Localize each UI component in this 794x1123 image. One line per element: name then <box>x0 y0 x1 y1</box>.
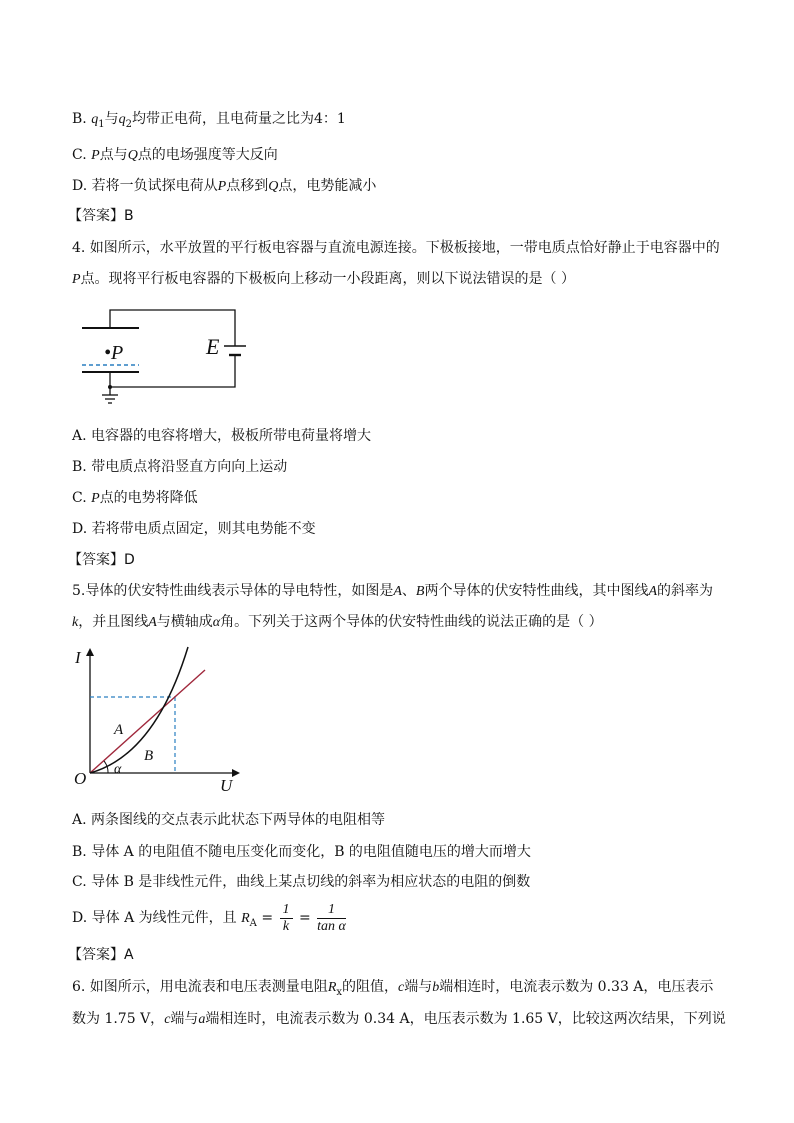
stem-text: 、 <box>401 583 416 599</box>
slope-k: k <box>72 615 79 630</box>
line-a-label: A <box>114 722 124 738</box>
option-prefix: D. <box>72 178 88 194</box>
q5-stem-line2 <box>72 613 603 632</box>
q3-option-b <box>72 110 346 134</box>
q1-subscript: 1 <box>98 118 105 130</box>
x-axis-label: U <box>220 776 233 795</box>
angle-alpha: α <box>212 615 221 630</box>
option-text: 点的电势将降低 <box>99 490 198 506</box>
stem-text: 角。下列关于这两个导体的伏安特性曲线的说法正确的是（ ） <box>220 614 603 630</box>
stem-text: 端与 <box>404 979 433 995</box>
equals-sign: = <box>298 910 311 926</box>
conductor-a: A <box>393 584 402 599</box>
terminal-c: c <box>164 1012 171 1027</box>
numerator: 1 <box>280 902 293 919</box>
option-text: 均带正电荷，且电荷量之比为4：1 <box>131 111 346 127</box>
q3-answer: 【答案】B <box>68 208 134 224</box>
angle-label: α <box>114 762 122 777</box>
option-prefix: C. <box>72 147 87 163</box>
stem-text: 点。现将平行板电容器的下极板向上移动一小段距离，则以下说法错误的是（ ） <box>80 271 576 287</box>
point-p: P <box>217 179 227 194</box>
stem-text: ，并且图线 <box>78 614 149 630</box>
resistance-symbol: R <box>327 980 337 995</box>
x-axis-arrow <box>232 769 240 777</box>
q4-stem-line1: 4. 如图所示，水平放置的平行板电容器与直流电源连接。下极板接地，一带电质点恰好静止于电容器中的 <box>72 240 720 256</box>
option-text: 若将一负试探电荷从 <box>91 178 218 194</box>
battery-e-label: E <box>206 334 220 359</box>
option-text: D. 导体 A 为线性元件，且 <box>72 910 237 926</box>
resistance-subscript: A <box>249 917 257 929</box>
fraction-one-over-k <box>280 902 293 935</box>
stem-text: 端相连时，电流表示数为 0.33 A，电压表示 <box>439 979 714 995</box>
fraction-one-over-tan <box>317 902 346 935</box>
y-axis-label: I <box>75 648 81 667</box>
option-text: 点移到 <box>226 178 269 194</box>
point-q: Q <box>127 148 138 163</box>
denominator: k <box>282 918 290 934</box>
capacitor-circuit-figure <box>76 302 246 412</box>
numerator: 1 <box>317 902 346 919</box>
option-text: 点，电势能减小 <box>278 178 377 194</box>
q5-answer: 【答案】A <box>68 947 134 963</box>
q5-option-c: C. 导体 B 是非线性元件，曲线上某点切线的斜率为相应状态的电阻的倒数 <box>72 874 531 890</box>
conductor-a: A <box>148 615 157 630</box>
q5-stem-line1 <box>72 582 713 601</box>
q4-option-d: D. 若将带电质点固定，则其电势能不变 <box>72 521 316 537</box>
terminal-a: a <box>198 1012 206 1027</box>
connector-text: 与 <box>104 111 119 127</box>
terminal-c: c <box>398 980 405 995</box>
q2-symbol: q <box>118 112 126 127</box>
stem-text: 6. 如图所示，用电流表和电压表测量电阻 <box>72 979 328 995</box>
iv-curve-figure <box>70 645 250 795</box>
option-text: 点与 <box>99 147 128 163</box>
q2-subscript: 2 <box>125 118 132 130</box>
stem-text: 5.导体的伏安特性曲线表示导体的导电特性，如图是 <box>72 583 394 599</box>
point-p: P <box>91 491 100 506</box>
conductor-b: B <box>415 584 425 599</box>
origin-label: O <box>74 769 87 788</box>
q1-symbol: q <box>91 112 99 127</box>
point-p: P <box>72 272 81 287</box>
q6-stem-line1 <box>72 978 713 1002</box>
resistance-subscript: x <box>336 986 343 998</box>
q4-option-b: B. 带电质点将沿竖直方向向上运动 <box>72 459 288 475</box>
terminal-b: b <box>432 980 440 995</box>
q4-answer: 【答案】D <box>68 552 135 568</box>
option-prefix: B. <box>72 111 87 127</box>
stem-text: 两个导体的伏安特性曲线，其中图线 <box>424 583 649 599</box>
stem-text: 数为 1.75 V， <box>72 1011 165 1027</box>
q4-option-a: A. 电容器的电容将增大，极板所带电荷量将增大 <box>72 428 372 444</box>
q5-option-b: B. 导体 A 的电阻值不随电压变化而变化，B 的电阻值随电压的增大而增大 <box>72 844 531 860</box>
q3-option-d <box>72 177 376 196</box>
q4-stem-line2 <box>72 270 575 289</box>
stem-text: 的阻值， <box>342 979 399 995</box>
curve-b <box>90 647 188 773</box>
option-prefix: C. <box>72 490 87 506</box>
q5-option-a: A. 两条图线的交点表示此状态下两导体的电阻相等 <box>72 812 386 828</box>
point-p: P <box>91 148 100 163</box>
point-q: Q <box>268 179 279 194</box>
stem-text: 端相连时，电流表示数为 0.34 A，电压表示数为 1.65 V，比较这两次结果，下列说 <box>205 1011 726 1027</box>
option-text: 点的电场强度等大反向 <box>137 147 278 163</box>
stem-text: 的斜率为 <box>657 583 714 599</box>
q5-option-d <box>72 900 348 942</box>
q3-option-c <box>72 146 278 165</box>
stem-text: 端与 <box>170 1011 199 1027</box>
conductor-a: A <box>648 584 658 599</box>
q4-option-c <box>72 489 198 508</box>
curve-b-label: B <box>144 748 154 764</box>
stem-text: 与横轴成 <box>156 614 213 630</box>
y-axis-arrow <box>86 648 94 656</box>
q6-stem-line2 <box>72 1010 726 1029</box>
resistance-symbol: R <box>241 911 250 926</box>
point-p-label: •P <box>104 342 124 364</box>
equals-sign: = <box>261 910 274 926</box>
denominator: tan α <box>317 918 346 934</box>
